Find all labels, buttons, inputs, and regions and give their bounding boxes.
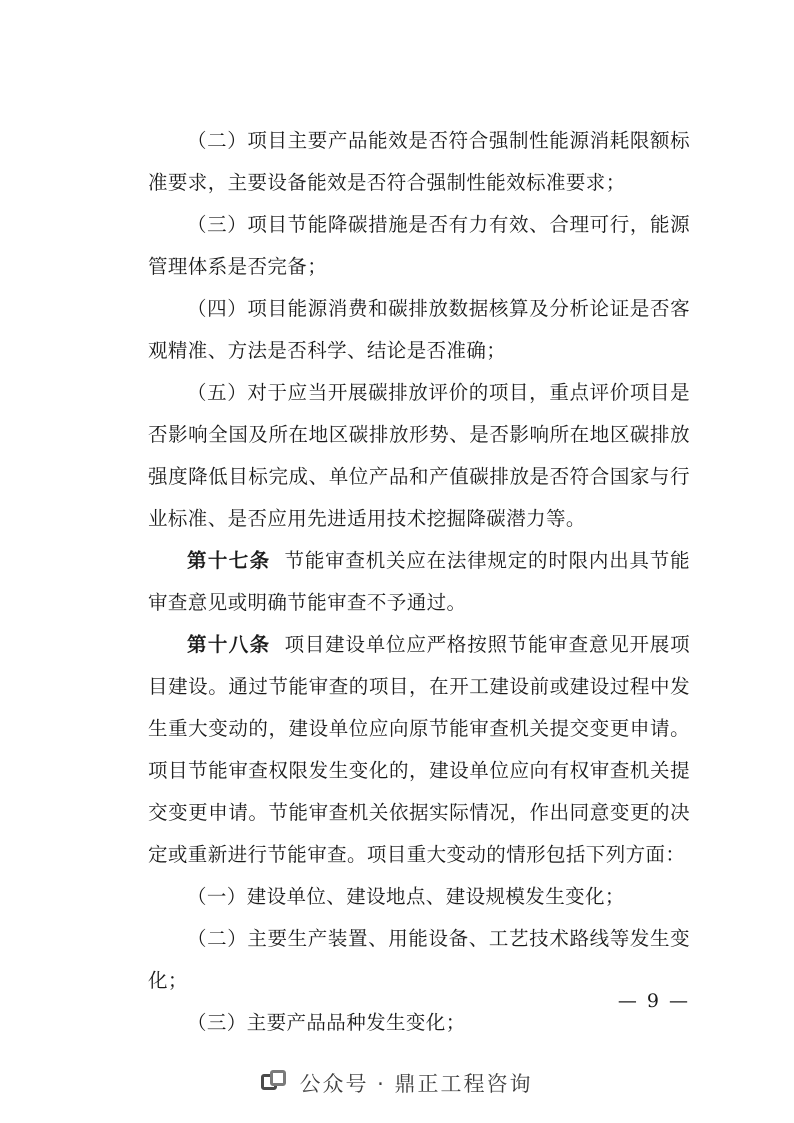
list-item-clause-3: （三）项目节能降碳措施是否有力有效、合理可行，能源管理体系是否完备； [148,213,690,278]
list-item-change-2: （二）主要生产装置、用能设备、工艺技术路线等发生变化； [148,927,690,992]
double-square-logo-icon [261,1070,287,1096]
document-body [148,120,690,1044]
article-eighteen-text: 项目建设单位应严格按照节能审查意见开展项目建设。通过节能审查的项目，在开工建设前或建设过程中发生重大变动的，建设单位应向原节能审查机关提交变更申请。项目节能审查权限发生变化的，建设单位应向有权审查机关提交变更申请。节能审查机关依据实际情况，作出同意变更的决定或重新进行节能审查。项目重大变动的情形包括下列方面： [148,633,690,866]
footer-brand-label: 公众号 · 鼎正工程咨询 [299,1072,533,1096]
page-number: — 9 — [617,990,690,1012]
article-eighteen-label: 第十八条 [187,633,271,656]
list-item-change-3: （三）主要产品品种发生变化； [187,1011,466,1034]
list-item-clause-4: （四）项目能源消费和碳排放数据核算及分析论证是否客观精准、方法是否科学、结论是否准确； [148,297,690,362]
article-seventeen-text: 节能审查机关应在法律规定的时限内出具节能审查意见或明确节能审查不予通过。 [148,549,690,614]
list-item-change-1: （一）建设单位、建设地点、建设规模发生变化； [187,885,625,908]
article-eighteen [148,624,690,876]
article-seventeen [148,540,690,624]
list-item-clause-5: （五）对于应当开展碳排放评价的项目，重点评价项目是否影响全国及所在地区碳排放形势、是否影响所在地区碳排放强度降低目标完成、单位产品和产值碳排放是否符合国家与行业标准、是否应用先进适用技术挖掘降碳潜力等。 [148,381,690,530]
article-seventeen-label: 第十七条 [187,549,271,572]
footer-brand [0,1068,794,1098]
list-item-clause-2: （二）项目主要产品能效是否符合强制性能源消耗限额标准要求，主要设备能效是否符合强制性能效标准要求； [148,129,690,194]
